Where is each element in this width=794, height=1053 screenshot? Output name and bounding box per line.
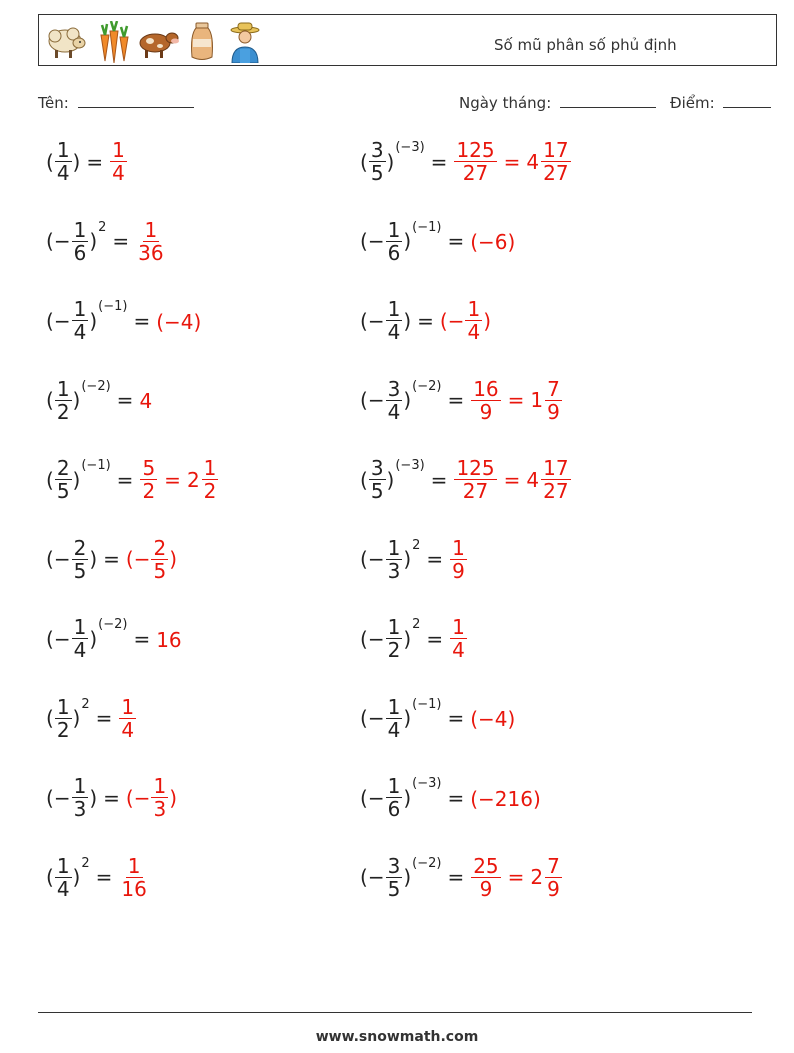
open-paren: ( [46, 229, 54, 254]
base-fraction [55, 140, 72, 184]
denominator: 9 [547, 399, 560, 424]
numerator: 1 [56, 853, 70, 878]
numerator: 1 [387, 615, 401, 639]
problem-item [46, 776, 177, 846]
minus-sign: − [367, 626, 385, 651]
open-paren: ( [360, 706, 368, 731]
open-paren: ( [46, 149, 54, 174]
denominator: 4 [121, 717, 135, 742]
numerator: 1 [73, 774, 87, 798]
open-paren: ( [46, 626, 54, 651]
problem-item [360, 299, 491, 369]
denominator: 4 [387, 320, 401, 345]
minus-sign: − [367, 785, 385, 810]
minus-sign: − [367, 388, 385, 413]
problem-item [360, 535, 468, 608]
equals-sign: = [426, 626, 444, 651]
exponent: (−1) [81, 458, 111, 474]
footer-divider [38, 1012, 752, 1013]
numerator: 1 [387, 694, 401, 719]
close-paren: ) [386, 149, 395, 174]
answer-fraction [465, 299, 482, 343]
worksheet-header [38, 14, 777, 66]
open-paren: ( [360, 229, 368, 254]
numerator: 3 [387, 376, 401, 401]
answer-fraction [119, 853, 148, 901]
mixed-fraction [541, 140, 570, 184]
answer-minus-sign: − [133, 785, 151, 810]
denominator: 3 [387, 558, 401, 583]
answer [156, 308, 201, 334]
open-paren: ( [360, 149, 368, 174]
open-paren: ( [46, 706, 54, 731]
base-fraction [386, 776, 403, 820]
name-field [38, 93, 194, 112]
score-field [670, 93, 771, 112]
minus-sign: − [53, 785, 71, 810]
close-paren: ) [403, 865, 412, 890]
cow-icon [135, 21, 181, 61]
base-fraction [72, 776, 89, 820]
denominator: 5 [370, 161, 384, 186]
base-fraction [369, 458, 386, 502]
denominator: 4 [73, 320, 87, 345]
close-paren: ) [89, 308, 98, 333]
equals-sign: = [447, 229, 465, 254]
open-paren: ( [46, 388, 54, 413]
numerator: 1 [56, 376, 70, 401]
close-paren: ) [403, 706, 412, 731]
base-fraction [72, 299, 89, 343]
answer-fraction [119, 694, 136, 742]
denominator: 2 [56, 399, 70, 424]
equals-sign: = [133, 308, 151, 333]
denominator: 9 [452, 558, 465, 583]
denominator: 5 [387, 876, 401, 901]
denominator: 3 [153, 797, 167, 822]
minus-sign: − [367, 547, 385, 572]
problem-item [360, 617, 468, 687]
exponent: (−3) [395, 140, 425, 156]
answer [449, 535, 468, 583]
denominator: 2 [203, 479, 217, 504]
close-paren: ) [72, 149, 81, 174]
denominator: 16 [121, 876, 147, 901]
mixed-whole: 4 [526, 149, 540, 174]
answer-equals-sign: = [503, 149, 521, 174]
answer-value: (−4) [470, 707, 516, 732]
answer-open-paren: ( [125, 785, 134, 810]
exponent: 2 [98, 219, 107, 235]
open-paren: ( [360, 467, 368, 492]
exponent: (−2) [98, 617, 128, 633]
answer-fraction [140, 458, 157, 502]
problem-item [46, 140, 128, 210]
denominator: 2 [387, 638, 401, 663]
equals-sign: = [116, 467, 134, 492]
mixed-fraction [545, 853, 562, 901]
open-paren: ( [360, 388, 368, 413]
close-paren: ) [72, 467, 81, 492]
open-paren: ( [46, 467, 54, 492]
answer [440, 299, 491, 343]
close-paren: ) [89, 626, 98, 651]
numerator: 17 [543, 138, 569, 162]
problem-item [46, 458, 219, 528]
minus-sign: − [53, 308, 71, 333]
denominator: 4 [387, 399, 401, 424]
problem-item [46, 694, 137, 767]
answer-fraction [110, 140, 127, 184]
equals-sign: = [95, 706, 113, 731]
answer-open-paren: ( [125, 547, 134, 572]
denominator: 5 [370, 479, 384, 504]
date-label: Ngày tháng: [459, 94, 552, 112]
minus-sign: − [367, 865, 385, 890]
problem-item [360, 376, 563, 449]
numerator: 3 [370, 138, 384, 162]
answer [125, 535, 178, 583]
mixed-fraction [541, 458, 570, 502]
sheep-icon [43, 21, 87, 61]
numerator: 17 [543, 456, 569, 480]
answer [118, 853, 149, 901]
denominator: 4 [387, 717, 401, 742]
answer-fraction [450, 535, 467, 583]
base-fraction [386, 853, 403, 901]
answer-fraction [450, 617, 467, 661]
numerator: 2 [153, 535, 167, 560]
minus-sign: − [53, 626, 71, 651]
answer-equals-sign: = [503, 467, 521, 492]
answer-fraction [151, 776, 168, 820]
numerator: 2 [56, 456, 70, 480]
denominator: 4 [56, 161, 70, 186]
denominator: 9 [479, 876, 493, 901]
mixed-fraction [545, 376, 562, 424]
exponent: 2 [81, 696, 90, 712]
answer [470, 706, 515, 732]
equals-sign: = [103, 547, 120, 572]
numerator: 1 [121, 694, 135, 719]
numerator: 1 [467, 297, 481, 321]
denominator: 27 [543, 479, 569, 504]
denominator: 5 [56, 479, 70, 504]
answer [139, 388, 152, 414]
answer [470, 785, 541, 811]
date-blank[interactable] [560, 93, 656, 108]
base-fraction [369, 140, 386, 184]
denominator: 6 [387, 240, 401, 265]
denominator: 4 [452, 638, 465, 663]
equals-sign: = [430, 149, 448, 174]
close-paren: ) [403, 308, 412, 333]
answer-fraction [151, 535, 168, 583]
numerator: 1 [387, 297, 401, 321]
denominator: 4 [467, 320, 481, 345]
answer-value: (−4) [156, 309, 202, 334]
denominator: 5 [153, 558, 167, 583]
denominator: 2 [142, 479, 156, 504]
answer-fraction [471, 853, 500, 901]
answer-minus-sign: − [133, 547, 151, 572]
base-fraction [386, 694, 403, 742]
footer-url: www.snowmath.com [315, 1029, 479, 1045]
close-paren: ) [89, 229, 98, 254]
problem-item [360, 694, 516, 767]
numerator: 7 [547, 376, 560, 401]
answer-minus-sign: − [447, 308, 465, 333]
base-fraction [55, 694, 72, 742]
numerator: 5 [142, 456, 156, 480]
numerator: 3 [387, 853, 401, 878]
close-paren: ) [386, 467, 395, 492]
problem-item [46, 617, 182, 687]
minus-sign: − [367, 706, 385, 731]
minus-sign: − [53, 229, 71, 254]
name-label: Tên: [38, 94, 69, 112]
base-fraction [386, 299, 403, 343]
exponent: (−3) [412, 776, 442, 792]
minus-sign: − [53, 547, 71, 572]
open-paren: ( [46, 547, 54, 572]
numerator: 1 [387, 217, 401, 242]
problem-item [46, 299, 201, 369]
problem-item [360, 217, 516, 290]
answer-equals-sign: = [507, 865, 525, 890]
exponent: 2 [412, 537, 421, 553]
base-fraction [55, 853, 72, 901]
numerator: 1 [153, 774, 167, 798]
close-paren: ) [72, 706, 81, 731]
answer-equals-sign: = [507, 388, 525, 413]
denominator: 4 [73, 638, 87, 663]
date-field [459, 93, 656, 112]
base-fraction [55, 376, 72, 424]
equals-sign: = [447, 865, 465, 890]
denominator: 9 [547, 876, 560, 901]
equals-sign: = [112, 229, 130, 254]
score-label: Điểm: [670, 94, 715, 112]
answer-close-paren: ) [169, 785, 178, 810]
denominator: 4 [56, 876, 70, 901]
answer-value: 16 [156, 627, 182, 652]
base-fraction [72, 217, 89, 265]
exponent: (−1) [412, 696, 442, 712]
answer [118, 694, 137, 742]
numerator: 1 [387, 774, 401, 798]
answer-fraction [454, 458, 496, 502]
base-fraction [386, 376, 403, 424]
answer [449, 617, 468, 661]
problem-item [46, 217, 167, 290]
numerator: 25 [473, 853, 499, 878]
close-paren: ) [403, 626, 412, 651]
problem-item [46, 853, 150, 926]
base-fraction [386, 535, 403, 583]
name-blank[interactable] [78, 93, 194, 108]
exponent: (−1) [412, 219, 442, 235]
answer-value: (−216) [470, 786, 541, 811]
denominator: 27 [543, 161, 569, 186]
minus-sign: − [367, 229, 385, 254]
answer-close-paren: ) [169, 547, 178, 572]
close-paren: ) [403, 229, 412, 254]
problem-item [46, 376, 153, 449]
worksheet-title: Số mũ phân số phủ định [494, 36, 677, 54]
answer [126, 776, 177, 820]
denominator: 3 [73, 797, 87, 822]
close-paren: ) [403, 388, 412, 413]
open-paren: ( [46, 865, 54, 890]
carrots-icon [93, 21, 133, 65]
answer [156, 626, 181, 652]
numerator: 7 [547, 853, 560, 878]
answer-close-paren: ) [483, 308, 492, 333]
answer-value: 4 [139, 389, 153, 414]
denominator: 2 [56, 717, 70, 742]
close-paren: ) [89, 785, 98, 810]
numerator: 1 [144, 217, 158, 242]
problem-item [46, 535, 178, 608]
score-blank[interactable] [723, 93, 771, 108]
denominator: 6 [73, 240, 87, 265]
base-fraction [55, 458, 72, 502]
equals-sign: = [95, 865, 113, 890]
denominator: 5 [73, 558, 87, 583]
numerator: 1 [56, 694, 70, 719]
exponent: 2 [412, 617, 421, 633]
answer-value: (−6) [470, 230, 516, 255]
exponent: (−1) [98, 299, 128, 315]
problem-item [360, 458, 572, 528]
exponent: (−2) [412, 855, 442, 871]
base-fraction [72, 535, 89, 583]
denominator: 27 [462, 479, 489, 504]
denominator: 36 [138, 240, 164, 265]
close-paren: ) [72, 388, 81, 413]
open-paren: ( [46, 308, 54, 333]
farmer-icon [227, 21, 263, 63]
exponent: 2 [81, 855, 90, 871]
answer [470, 853, 563, 901]
mixed-whole: 1 [530, 388, 544, 413]
numerator: 3 [370, 456, 384, 480]
open-paren: ( [360, 547, 368, 572]
equals-sign: = [103, 785, 120, 810]
numerator: 2 [73, 535, 87, 560]
open-paren: ( [360, 865, 368, 890]
equals-sign: = [116, 388, 134, 413]
numerator: 16 [473, 376, 499, 401]
base-fraction [386, 617, 403, 661]
numerator: 1 [73, 217, 87, 242]
numerator: 1 [56, 138, 70, 162]
answer-fraction [471, 376, 500, 424]
answer-fraction [136, 217, 165, 265]
open-paren: ( [46, 785, 54, 810]
numerator: 125 [456, 456, 495, 480]
mixed-whole: 2 [530, 865, 544, 890]
numerator: 1 [452, 535, 465, 560]
open-paren: ( [360, 785, 368, 810]
denominator: 4 [112, 161, 125, 186]
numerator: 1 [73, 297, 87, 321]
problem-item [360, 140, 572, 210]
denominator: 27 [462, 161, 489, 186]
equals-sign: = [86, 149, 104, 174]
close-paren: ) [403, 785, 412, 810]
problem-item [360, 853, 563, 926]
answer [453, 140, 571, 184]
numerator: 1 [127, 853, 141, 878]
equals-sign: = [447, 785, 465, 810]
equals-sign: = [133, 626, 151, 651]
minus-sign: − [367, 308, 385, 333]
mixed-fraction [202, 458, 219, 502]
close-paren: ) [403, 547, 412, 572]
equals-sign: = [430, 467, 448, 492]
exponent: (−3) [395, 458, 425, 474]
answer-fraction [454, 140, 496, 184]
problem-item [360, 776, 541, 846]
open-paren: ( [360, 626, 368, 651]
equals-sign: = [447, 706, 465, 731]
numerator: 1 [73, 615, 87, 639]
numerator: 1 [203, 456, 217, 480]
answer [470, 376, 563, 424]
open-paren: ( [360, 308, 368, 333]
close-paren: ) [72, 865, 81, 890]
answer [470, 229, 515, 255]
equals-sign: = [426, 547, 444, 572]
denominator: 9 [479, 399, 493, 424]
close-paren: ) [89, 547, 98, 572]
mixed-whole: 2 [186, 467, 200, 492]
exponent: (−2) [412, 378, 442, 394]
base-fraction [386, 217, 403, 265]
answer-equals-sign: = [164, 467, 181, 492]
equals-sign: = [417, 308, 434, 333]
equals-sign: = [447, 388, 465, 413]
exponent: (−2) [81, 378, 111, 394]
numerator: 125 [456, 138, 495, 162]
numerator: 1 [452, 615, 465, 639]
answer [139, 458, 219, 502]
numerator: 1 [387, 535, 401, 560]
answer-open-paren: ( [439, 308, 448, 333]
answer [109, 140, 128, 184]
answer [135, 217, 166, 265]
base-fraction [72, 617, 89, 661]
answer [453, 458, 571, 502]
denominator: 6 [387, 797, 401, 822]
numerator: 1 [112, 138, 125, 162]
milk-jug-icon [187, 21, 217, 63]
mixed-whole: 4 [526, 467, 540, 492]
